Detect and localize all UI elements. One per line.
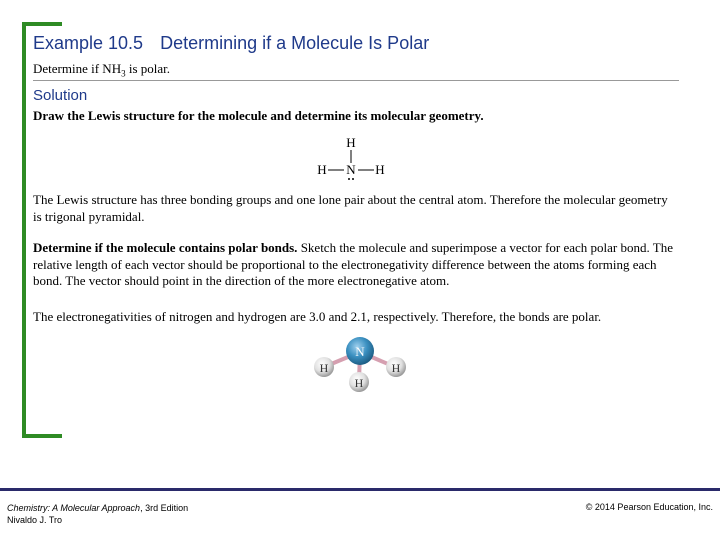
electronegativity-paragraph: The electronegativities of nitrogen and hydrogen are 3.0 and 2.1, respectively. Therefore, the bonds are polar. <box>33 309 602 324</box>
polar-bonds-paragraph: Determine if the molecule contains polar bonds. Sketch the molecule and superimpose a vector for each polar bond. The relative length of each vector should be proportional to the electronegativity difference between the atoms forming each bond. The vector should point in the direction of the more electronegative atom. <box>33 240 673 288</box>
author: Nivaldo J. Tro <box>7 515 63 525</box>
geometry-paragraph: The Lewis structure has three bonding groups and one lone pair about the central atom. Therefore the molecular geometry is trigonal pyramidal. <box>33 192 668 224</box>
model-label-h-left: H <box>319 361 329 375</box>
lewis-structure <box>310 133 390 188</box>
book-edition: , 3rd Edition <box>140 503 189 513</box>
example-title: Determining if a Molecule Is Polar <box>160 33 430 53</box>
lone-pair-dot <box>352 178 354 180</box>
book-title: Chemistry: A Molecular Approach <box>7 503 141 513</box>
green-bracket-bottom <box>22 434 62 438</box>
green-bracket-top <box>22 22 62 26</box>
footer-citation <box>7 502 188 526</box>
lone-pair-dot <box>348 178 350 180</box>
question-text: Determine if $NH_3$ is polar. <box>33 61 171 79</box>
footer-divider <box>0 488 720 491</box>
model-label-n: N <box>355 344 365 359</box>
green-bracket-left <box>22 22 26 438</box>
lewis-atom-h-top: H <box>346 135 356 150</box>
page-title <box>33 33 429 54</box>
model-label-h-bottom: H <box>354 376 364 390</box>
model-label-h-right: H <box>391 361 401 375</box>
header-divider <box>33 80 679 81</box>
lewis-atom-n: N <box>346 162 356 177</box>
ball-and-stick-model <box>305 335 415 397</box>
copyright-notice: © 2014 Pearson Education, Inc. <box>585 502 713 512</box>
lewis-atom-h-left: H <box>317 162 327 177</box>
solution-heading: Solution <box>33 87 88 104</box>
example-number: Example 10.5 <box>33 33 144 53</box>
lewis-atom-h-right: H <box>375 162 385 177</box>
step-1-instruction: Draw the Lewis structure for the molecule and determine its molecular geometry. <box>33 108 484 123</box>
